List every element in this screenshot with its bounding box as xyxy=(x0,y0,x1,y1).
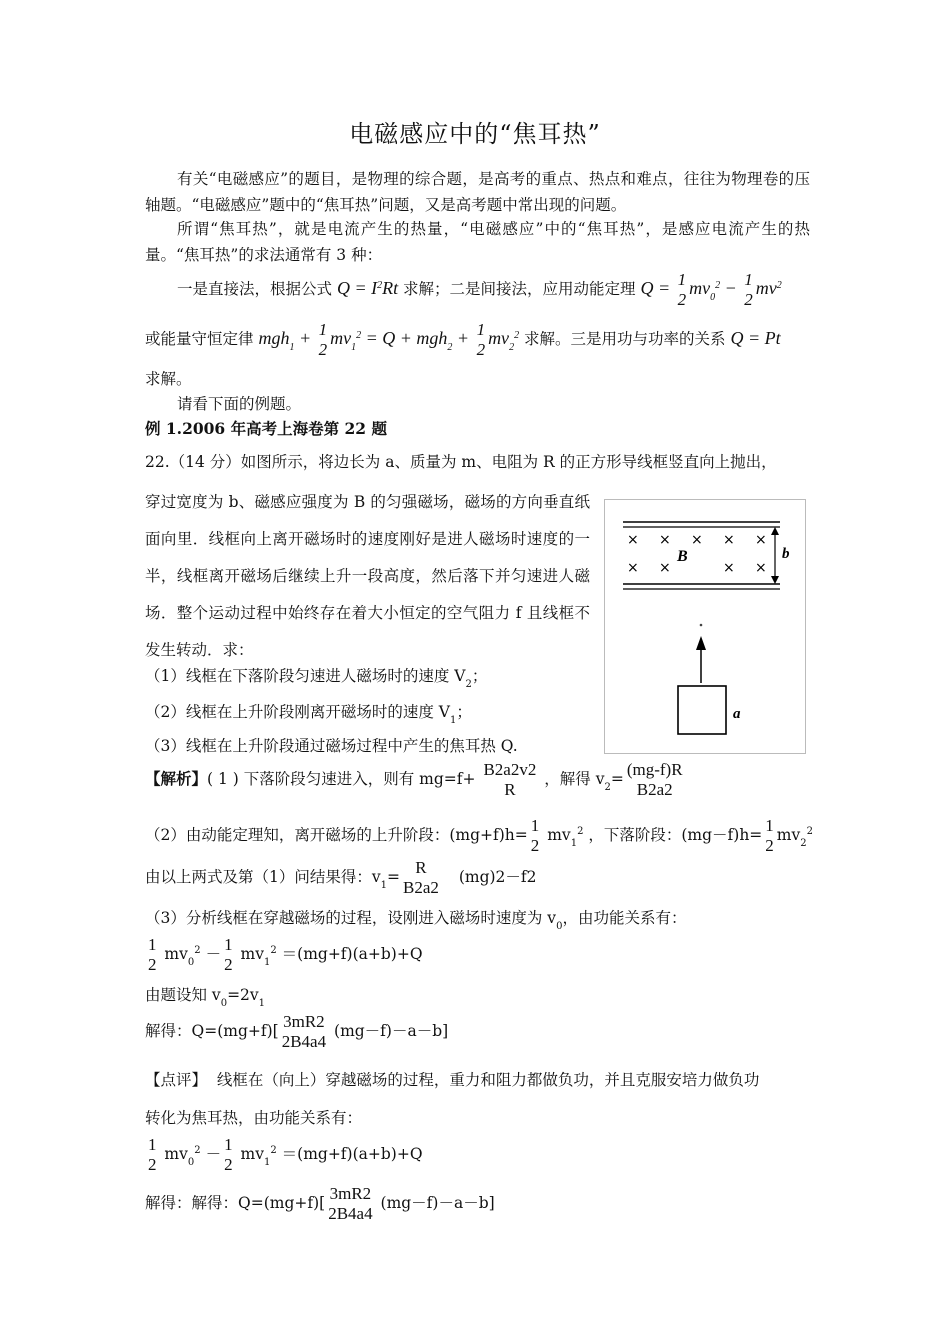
answer-q-1: 解得：Q=(mg+f)[ 3mR2 2B4a4 (mg－f)－a－b] xyxy=(145,1012,449,1051)
see-example: 请看下面的例题。 xyxy=(177,395,302,413)
solution-step-1: 【解析】( 1 ) 下落阶段匀速进入，则有 mg=f+ B2a2v2 R ，解得 $v_2=$ (mg-f)R B2a2 xyxy=(145,760,683,799)
svg-text:×: × xyxy=(755,560,767,576)
svg-text:×: × xyxy=(659,532,671,548)
svg-text:×: × xyxy=(755,532,767,548)
svg-text:×: × xyxy=(723,532,735,548)
review-line-1: 【点评】 线框在（向上）穿越磁场的过程，重力和阻力都做负功，并且克服安培力做负功 xyxy=(145,1071,760,1089)
formula-q-i2rt: $Q = I^2Rt$ xyxy=(336,278,399,299)
solution-step-3: 由以上两式及第（1）问结果得：$v_1=$ R B2a2 (mg)2－f2 xyxy=(145,858,537,897)
question-line-1: 22.（14 分）如图所示，将边长为 a、质量为 m、电阻为 R 的正方形导线框竖直向上抛出， xyxy=(145,453,777,471)
review-line-2: 转化为焦耳热，由功能关系有： xyxy=(145,1109,363,1127)
question-body: 穿过宽度为 b、磁感应强度为 B 的匀强磁场，磁场的方向垂直纸面向里．线框向上离开磁场时的速度刚好是进人磁场时速度的一半，线框离开磁场后继续上升一段高度，然后落下并匀速进人磁场．整个运动过程中始终存在着大小恒定的空气阻力 f 且线框不发生转动．求： xyxy=(145,493,590,659)
svg-text:×: × xyxy=(659,560,671,576)
magnetic-field-figure xyxy=(604,499,806,754)
formula-kinetic-energy: Q = 1 2 $mv_0^2$ − 1 2 $mv^2$ xyxy=(640,270,782,309)
page-title: 电磁感应中的“焦耳热” xyxy=(349,120,601,148)
solution-step-4: （3）分析线框在穿越磁场的过程，设刚进入磁场时速度为 $v_0$，由功能关系有： xyxy=(145,909,687,932)
field-label-b: B xyxy=(677,548,688,565)
width-label-b: b xyxy=(782,546,790,562)
solution-step-2: （2）由动能定理知，离开磁场的上升阶段：(mg+f)h= 1 2 $mv_1^2$ ，下落阶段：(mg－f)h= 1 2 $mv_2^2$ xyxy=(145,816,814,855)
method-line-3: 求解。 xyxy=(145,370,192,388)
svg-text:×: × xyxy=(627,560,639,576)
intro-paragraph-2: 所谓“焦耳热”，就是电流产生的热量，“电磁感应”中的“焦耳热”，是感应电流产生的热量。“焦耳热”的求法通常有 3 种： xyxy=(145,220,810,264)
energy-equation-1: 1 2 $mv_0^2$ － 1 2 $mv_1^2 =(mg+f)(a+b)+Q$ xyxy=(148,935,423,974)
energy-equation-2: 1 2 $mv_0^2$ － 1 2 $mv_1^2 =(mg+f)(a+b)+Q$ xyxy=(148,1135,423,1174)
formula-energy-conservation: mgh$_1$ + 1 2 $mv_1^2 = Q + mgh_2$ + 1 2 $mv_2^2$ xyxy=(258,320,520,359)
formula-q-pt: Q = Pt xyxy=(730,328,781,349)
svg-text:×: × xyxy=(723,560,735,576)
intro-paragraph-1: 有关“电磁感应”的题目，是物理的综合题，是高考的重点、热点和难点，往往为物理卷的压轴题。“电磁感应”题中的“焦耳热”问题，又是高考题中常出现的问题。 xyxy=(145,170,810,214)
method-line-1: 一是直接法，根据公式 $Q = I^2Rt$ 求解；二是间接法，应用动能定理 Q = 1 2 $mv_0^2$ − 1 2 $mv^2$ xyxy=(177,270,782,309)
side-label-a: a xyxy=(733,706,741,722)
sub-question-1: （1）线框在下落阶段匀速进人磁场时的速度 $V_2$； xyxy=(145,667,488,690)
example-heading: 例 1.2006 年高考上海卷第 22 题 xyxy=(145,419,387,438)
sub-question-3: （3）线框在上升阶段通过磁场过程中产生的焦耳热 Q. xyxy=(145,737,518,755)
given-condition: 由题设知 $v_0=2v_1$ xyxy=(145,986,266,1009)
answer-q-2: 解得：解得：Q=(mg+f)[ 3mR2 2B4a4 (mg－f)－a－b] xyxy=(145,1184,495,1223)
sub-question-2: （2）线框在上升阶段刚离开磁场时的速度 $V_1$； xyxy=(145,703,472,726)
method-line-2: 或能量守恒定律 mgh$_1$ + 1 2 $mv_1^2 = Q + mgh_2$ + 1 2 $mv_2^2$ 求解。三是用功与功率的关系 Q = Pt xyxy=(145,320,781,359)
svg-text:×: × xyxy=(627,532,639,548)
svg-text:×: × xyxy=(691,532,703,548)
